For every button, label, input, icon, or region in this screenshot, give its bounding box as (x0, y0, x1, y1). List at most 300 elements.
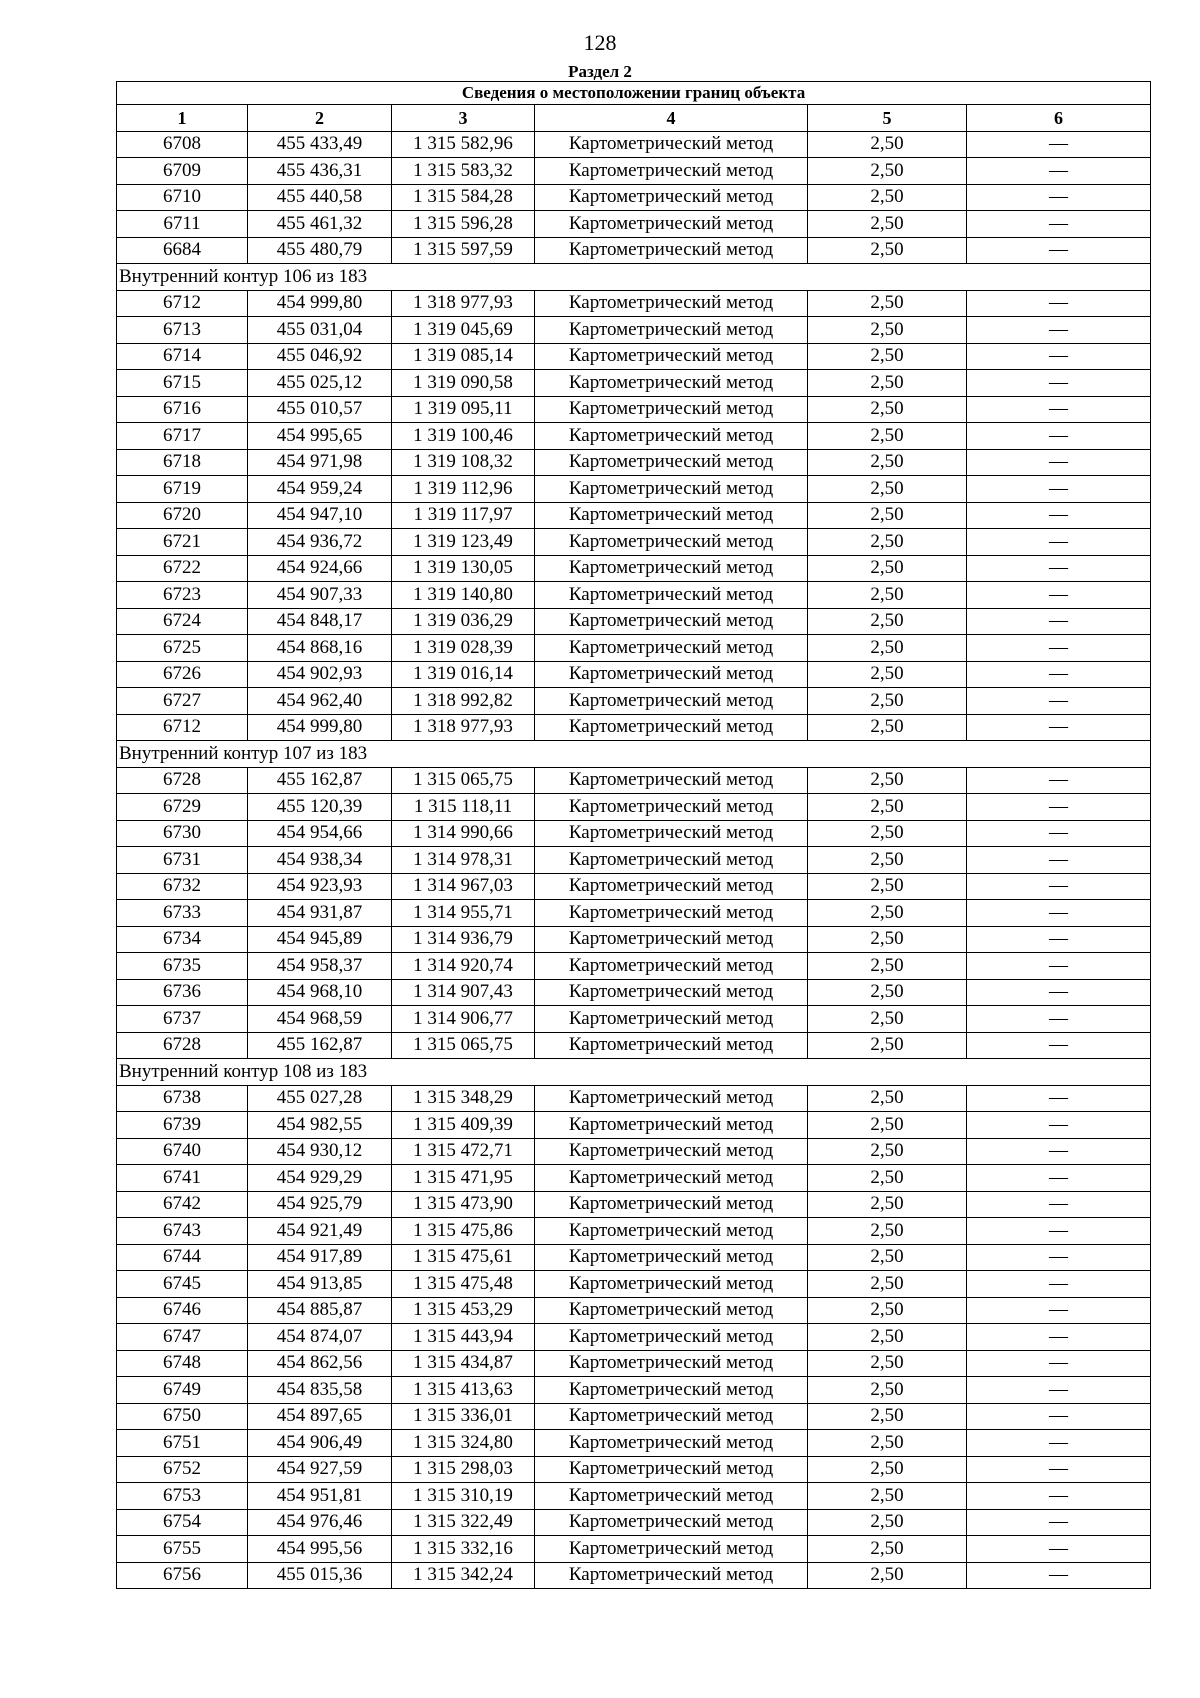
coord-x-cell: 454 962,40 (248, 688, 392, 715)
accuracy-cell: 2,50 (808, 926, 967, 953)
table-row (117, 847, 1151, 874)
accuracy-cell: 2,50 (808, 688, 967, 715)
point-number-cell: 6729 (117, 794, 248, 821)
accuracy-cell: 2,50 (808, 794, 967, 821)
accuracy-cell: 2,50 (808, 1536, 967, 1563)
coord-y-cell: 1 314 955,71 (392, 900, 535, 927)
point-number-cell: 6710 (117, 184, 248, 211)
point-number-cell: 6720 (117, 502, 248, 529)
coord-x-cell: 454 902,93 (248, 661, 392, 688)
accuracy-cell: 2,50 (808, 343, 967, 370)
coord-x-cell: 455 120,39 (248, 794, 392, 821)
accuracy-cell: 2,50 (808, 1297, 967, 1324)
coord-x-cell: 454 874,07 (248, 1324, 392, 1351)
column-header-2: 2 (248, 105, 392, 132)
contour-row (117, 1059, 1151, 1086)
table-row (117, 1006, 1151, 1033)
point-number-cell: 6755 (117, 1536, 248, 1563)
table-row (117, 529, 1151, 556)
coord-y-cell: 1 319 140,80 (392, 582, 535, 609)
description-cell: — (967, 1165, 1151, 1192)
point-number-cell: 6735 (117, 953, 248, 980)
coord-y-cell: 1 319 036,29 (392, 608, 535, 635)
accuracy-cell: 2,50 (808, 317, 967, 344)
point-number-cell: 6722 (117, 555, 248, 582)
table-row (117, 794, 1151, 821)
column-header-5: 5 (808, 105, 967, 132)
point-number-cell: 6739 (117, 1112, 248, 1139)
point-number-cell: 6728 (117, 767, 248, 794)
description-cell: — (967, 237, 1151, 264)
coord-y-cell: 1 315 453,29 (392, 1297, 535, 1324)
method-cell: Картометрический метод (535, 476, 808, 503)
accuracy-cell: 2,50 (808, 555, 967, 582)
point-number-cell: 6711 (117, 211, 248, 238)
method-cell: Картометрический метод (535, 1377, 808, 1404)
description-cell: — (967, 449, 1151, 476)
coord-x-cell: 455 025,12 (248, 370, 392, 397)
coord-x-cell: 454 868,16 (248, 635, 392, 662)
table-row (117, 635, 1151, 662)
coord-x-cell: 454 968,10 (248, 979, 392, 1006)
table-row (117, 1324, 1151, 1351)
table-row (117, 370, 1151, 397)
coord-y-cell: 1 315 065,75 (392, 1032, 535, 1059)
table-row (117, 820, 1151, 847)
description-cell: — (967, 476, 1151, 503)
method-cell: Картометрический метод (535, 1244, 808, 1271)
coord-x-cell: 454 938,34 (248, 847, 392, 874)
method-cell: Картометрический метод (535, 1350, 808, 1377)
column-header-1: 1 (117, 105, 248, 132)
point-number-cell: 6717 (117, 423, 248, 450)
description-cell: — (967, 635, 1151, 662)
method-cell: Картометрический метод (535, 131, 808, 158)
column-header-row (117, 105, 1151, 132)
coord-x-cell: 454 907,33 (248, 582, 392, 609)
method-cell: Картометрический метод (535, 449, 808, 476)
coord-x-cell: 455 436,31 (248, 158, 392, 185)
accuracy-cell: 2,50 (808, 661, 967, 688)
coord-y-cell: 1 315 475,48 (392, 1271, 535, 1298)
coord-y-cell: 1 315 582,96 (392, 131, 535, 158)
coord-x-cell: 454 917,89 (248, 1244, 392, 1271)
table-row (117, 396, 1151, 423)
description-cell: — (967, 131, 1151, 158)
description-cell: — (967, 370, 1151, 397)
point-number-cell: 6744 (117, 1244, 248, 1271)
method-cell: Картометрический метод (535, 502, 808, 529)
coord-y-cell: 1 315 583,32 (392, 158, 535, 185)
coord-y-cell: 1 315 597,59 (392, 237, 535, 264)
description-cell: — (967, 184, 1151, 211)
description-cell: — (967, 158, 1151, 185)
accuracy-cell: 2,50 (808, 1112, 967, 1139)
method-cell: Картометрический метод (535, 423, 808, 450)
point-number-cell: 6721 (117, 529, 248, 556)
point-number-cell: 6731 (117, 847, 248, 874)
coord-y-cell: 1 319 090,58 (392, 370, 535, 397)
description-cell: — (967, 794, 1151, 821)
accuracy-cell: 2,50 (808, 953, 967, 980)
table-header (117, 82, 1151, 132)
coord-x-cell: 454 995,56 (248, 1536, 392, 1563)
method-cell: Картометрический метод (535, 582, 808, 609)
description-cell: — (967, 1350, 1151, 1377)
coord-y-cell: 1 315 471,95 (392, 1165, 535, 1192)
point-number-cell: 6709 (117, 158, 248, 185)
method-cell: Картометрический метод (535, 767, 808, 794)
coord-y-cell: 1 315 118,11 (392, 794, 535, 821)
coord-y-cell: 1 318 977,93 (392, 290, 535, 317)
coord-x-cell: 454 925,79 (248, 1191, 392, 1218)
coord-x-cell: 454 999,80 (248, 290, 392, 317)
description-cell: — (967, 290, 1151, 317)
accuracy-cell: 2,50 (808, 449, 967, 476)
description-cell: — (967, 1324, 1151, 1351)
description-cell: — (967, 1032, 1151, 1059)
contour-label: Внутренний контур 107 из 183 (117, 741, 1151, 768)
point-number-cell: 6724 (117, 608, 248, 635)
method-cell: Картометрический метод (535, 794, 808, 821)
accuracy-cell: 2,50 (808, 476, 967, 503)
accuracy-cell: 2,50 (808, 1403, 967, 1430)
description-cell: — (967, 1483, 1151, 1510)
coord-x-cell: 454 931,87 (248, 900, 392, 927)
description-cell: — (967, 1562, 1151, 1589)
point-number-cell: 6712 (117, 290, 248, 317)
table-row (117, 237, 1151, 264)
table-row (117, 688, 1151, 715)
method-cell: Картометрический метод (535, 1562, 808, 1589)
description-cell: — (967, 767, 1151, 794)
point-number-cell: 6752 (117, 1456, 248, 1483)
method-cell: Картометрический метод (535, 317, 808, 344)
method-cell: Картометрический метод (535, 158, 808, 185)
table-row (117, 502, 1151, 529)
coord-y-cell: 1 315 332,16 (392, 1536, 535, 1563)
table-row (117, 131, 1151, 158)
point-number-cell: 6756 (117, 1562, 248, 1589)
description-cell: — (967, 343, 1151, 370)
accuracy-cell: 2,50 (808, 1456, 967, 1483)
coord-y-cell: 1 319 045,69 (392, 317, 535, 344)
coord-y-cell: 1 315 065,75 (392, 767, 535, 794)
coord-x-cell: 454 971,98 (248, 449, 392, 476)
point-number-cell: 6723 (117, 582, 248, 609)
method-cell: Картометрический метод (535, 1218, 808, 1245)
description-cell: — (967, 1271, 1151, 1298)
accuracy-cell: 2,50 (808, 184, 967, 211)
accuracy-cell: 2,50 (808, 1377, 967, 1404)
description-cell: — (967, 211, 1151, 238)
method-cell: Картометрический метод (535, 1509, 808, 1536)
table-row (117, 582, 1151, 609)
coord-y-cell: 1 315 584,28 (392, 184, 535, 211)
point-number-cell: 6742 (117, 1191, 248, 1218)
coord-y-cell: 1 314 906,77 (392, 1006, 535, 1033)
table-row (117, 1032, 1151, 1059)
coord-y-cell: 1 315 342,24 (392, 1562, 535, 1589)
point-number-cell: 6740 (117, 1138, 248, 1165)
accuracy-cell: 2,50 (808, 1165, 967, 1192)
accuracy-cell: 2,50 (808, 1271, 967, 1298)
accuracy-cell: 2,50 (808, 1032, 967, 1059)
method-cell: Картометрический метод (535, 1006, 808, 1033)
coord-x-cell: 454 930,12 (248, 1138, 392, 1165)
point-number-cell: 6736 (117, 979, 248, 1006)
accuracy-cell: 2,50 (808, 1430, 967, 1457)
table-row (117, 1430, 1151, 1457)
description-cell: — (967, 555, 1151, 582)
coord-x-cell: 454 999,80 (248, 714, 392, 741)
method-cell: Картометрический метод (535, 688, 808, 715)
method-cell: Картометрический метод (535, 714, 808, 741)
table-row (117, 184, 1151, 211)
description-cell: — (967, 502, 1151, 529)
method-cell: Картометрический метод (535, 873, 808, 900)
accuracy-cell: 2,50 (808, 1138, 967, 1165)
accuracy-cell: 2,50 (808, 131, 967, 158)
point-number-cell: 6751 (117, 1430, 248, 1457)
coord-x-cell: 454 924,66 (248, 555, 392, 582)
description-cell: — (967, 529, 1151, 556)
coord-y-cell: 1 314 967,03 (392, 873, 535, 900)
table-row (117, 1244, 1151, 1271)
method-cell: Картометрический метод (535, 1456, 808, 1483)
description-cell: — (967, 1456, 1151, 1483)
table-row (117, 714, 1151, 741)
accuracy-cell: 2,50 (808, 1562, 967, 1589)
description-cell: — (967, 1430, 1151, 1457)
description-cell: — (967, 873, 1151, 900)
accuracy-cell: 2,50 (808, 1483, 967, 1510)
point-number-cell: 6746 (117, 1297, 248, 1324)
table-row (117, 979, 1151, 1006)
method-cell: Картометрический метод (535, 1191, 808, 1218)
column-header-3: 3 (392, 105, 535, 132)
description-cell: — (967, 661, 1151, 688)
method-cell: Картометрический метод (535, 343, 808, 370)
coord-y-cell: 1 319 028,39 (392, 635, 535, 662)
coord-x-cell: 455 162,87 (248, 1032, 392, 1059)
coord-y-cell: 1 319 085,14 (392, 343, 535, 370)
coord-y-cell: 1 315 324,80 (392, 1430, 535, 1457)
table-title: Сведения о местоположении границ объекта (117, 82, 1151, 105)
point-number-cell: 6715 (117, 370, 248, 397)
method-cell: Картометрический метод (535, 900, 808, 927)
description-cell: — (967, 1403, 1151, 1430)
point-number-cell: 6712 (117, 714, 248, 741)
accuracy-cell: 2,50 (808, 1191, 967, 1218)
description-cell: — (967, 1006, 1151, 1033)
description-cell: — (967, 688, 1151, 715)
coord-x-cell: 454 906,49 (248, 1430, 392, 1457)
coord-y-cell: 1 315 336,01 (392, 1403, 535, 1430)
method-cell: Картометрический метод (535, 529, 808, 556)
coord-y-cell: 1 319 095,11 (392, 396, 535, 423)
method-cell: Картометрический метод (535, 926, 808, 953)
method-cell: Картометрический метод (535, 608, 808, 635)
description-cell: — (967, 1244, 1151, 1271)
point-number-cell: 6749 (117, 1377, 248, 1404)
coord-y-cell: 1 315 443,94 (392, 1324, 535, 1351)
coord-x-cell: 454 936,72 (248, 529, 392, 556)
description-cell: — (967, 1085, 1151, 1112)
method-cell: Картометрический метод (535, 635, 808, 662)
description-cell: — (967, 820, 1151, 847)
method-cell: Картометрический метод (535, 184, 808, 211)
accuracy-cell: 2,50 (808, 820, 967, 847)
coord-y-cell: 1 314 936,79 (392, 926, 535, 953)
coord-y-cell: 1 319 130,05 (392, 555, 535, 582)
method-cell: Картометрический метод (535, 211, 808, 238)
point-number-cell: 6734 (117, 926, 248, 953)
coord-x-cell: 454 959,24 (248, 476, 392, 503)
method-cell: Картометрический метод (535, 1032, 808, 1059)
coord-y-cell: 1 319 016,14 (392, 661, 535, 688)
method-cell: Картометрический метод (535, 237, 808, 264)
contour-row (117, 741, 1151, 768)
accuracy-cell: 2,50 (808, 211, 967, 238)
table-row (117, 1297, 1151, 1324)
accuracy-cell: 2,50 (808, 1218, 967, 1245)
point-number-cell: 6738 (117, 1085, 248, 1112)
table-row (117, 1271, 1151, 1298)
description-cell: — (967, 1112, 1151, 1139)
coord-y-cell: 1 315 473,90 (392, 1191, 535, 1218)
point-number-cell: 6713 (117, 317, 248, 344)
accuracy-cell: 2,50 (808, 582, 967, 609)
point-number-cell: 6727 (117, 688, 248, 715)
point-number-cell: 6733 (117, 900, 248, 927)
accuracy-cell: 2,50 (808, 979, 967, 1006)
method-cell: Картометрический метод (535, 555, 808, 582)
description-cell: — (967, 1138, 1151, 1165)
coord-x-cell: 454 976,46 (248, 1509, 392, 1536)
point-number-cell: 6725 (117, 635, 248, 662)
description-cell: — (967, 1218, 1151, 1245)
coord-y-cell: 1 315 434,87 (392, 1350, 535, 1377)
table-row (117, 953, 1151, 980)
table-row (117, 423, 1151, 450)
method-cell: Картометрический метод (535, 1271, 808, 1298)
table-row (117, 290, 1151, 317)
point-number-cell: 6741 (117, 1165, 248, 1192)
coord-x-cell: 454 835,58 (248, 1377, 392, 1404)
description-cell: — (967, 1377, 1151, 1404)
method-cell: Картометрический метод (535, 1324, 808, 1351)
coord-y-cell: 1 319 112,96 (392, 476, 535, 503)
table-row (117, 211, 1151, 238)
contour-label: Внутренний контур 106 из 183 (117, 264, 1151, 291)
coord-x-cell: 455 015,36 (248, 1562, 392, 1589)
accuracy-cell: 2,50 (808, 1085, 967, 1112)
description-cell: — (967, 582, 1151, 609)
method-cell: Картометрический метод (535, 1085, 808, 1112)
coord-x-cell: 455 010,57 (248, 396, 392, 423)
point-number-cell: 6753 (117, 1483, 248, 1510)
table-row (117, 1377, 1151, 1404)
point-number-cell: 6728 (117, 1032, 248, 1059)
method-cell: Картометрический метод (535, 1483, 808, 1510)
method-cell: Картометрический метод (535, 1536, 808, 1563)
method-cell: Картометрический метод (535, 1403, 808, 1430)
coord-x-cell: 454 897,65 (248, 1403, 392, 1430)
coord-x-cell: 454 923,93 (248, 873, 392, 900)
table-row (117, 1483, 1151, 1510)
point-number-cell: 6737 (117, 1006, 248, 1033)
accuracy-cell: 2,50 (808, 608, 967, 635)
point-number-cell: 6726 (117, 661, 248, 688)
accuracy-cell: 2,50 (808, 529, 967, 556)
point-number-cell: 6718 (117, 449, 248, 476)
accuracy-cell: 2,50 (808, 290, 967, 317)
method-cell: Картометрический метод (535, 661, 808, 688)
method-cell: Картометрический метод (535, 847, 808, 874)
table-row (117, 343, 1151, 370)
method-cell: Картометрический метод (535, 396, 808, 423)
table-row (117, 449, 1151, 476)
table-row (117, 1403, 1151, 1430)
point-number-cell: 6719 (117, 476, 248, 503)
accuracy-cell: 2,50 (808, 767, 967, 794)
table-row (117, 1165, 1151, 1192)
coord-y-cell: 1 319 117,97 (392, 502, 535, 529)
coord-y-cell: 1 314 978,31 (392, 847, 535, 874)
description-cell: — (967, 396, 1151, 423)
method-cell: Картометрический метод (535, 1138, 808, 1165)
contour-row (117, 264, 1151, 291)
table-row (117, 555, 1151, 582)
table-row (117, 608, 1151, 635)
coord-x-cell: 455 162,87 (248, 767, 392, 794)
accuracy-cell: 2,50 (808, 1350, 967, 1377)
method-cell: Картометрический метод (535, 979, 808, 1006)
coord-x-cell: 454 921,49 (248, 1218, 392, 1245)
coord-y-cell: 1 315 472,71 (392, 1138, 535, 1165)
coord-y-cell: 1 314 990,66 (392, 820, 535, 847)
method-cell: Картометрический метод (535, 1165, 808, 1192)
coord-y-cell: 1 315 413,63 (392, 1377, 535, 1404)
description-cell: — (967, 423, 1151, 450)
coord-x-cell: 454 947,10 (248, 502, 392, 529)
coord-y-cell: 1 319 100,46 (392, 423, 535, 450)
method-cell: Картометрический метод (535, 1297, 808, 1324)
description-cell: — (967, 608, 1151, 635)
coord-x-cell: 454 862,56 (248, 1350, 392, 1377)
table-row (117, 1112, 1151, 1139)
point-number-cell: 6684 (117, 237, 248, 264)
method-cell: Картометрический метод (535, 290, 808, 317)
table-row (117, 1509, 1151, 1536)
coord-y-cell: 1 318 992,82 (392, 688, 535, 715)
coord-y-cell: 1 315 348,29 (392, 1085, 535, 1112)
accuracy-cell: 2,50 (808, 396, 967, 423)
accuracy-cell: 2,50 (808, 423, 967, 450)
method-cell: Картометрический метод (535, 370, 808, 397)
coord-x-cell: 454 929,29 (248, 1165, 392, 1192)
point-number-cell: 6730 (117, 820, 248, 847)
coord-y-cell: 1 314 907,43 (392, 979, 535, 1006)
description-cell: — (967, 953, 1151, 980)
table-row (117, 1138, 1151, 1165)
coord-x-cell: 454 954,66 (248, 820, 392, 847)
coord-y-cell: 1 315 322,49 (392, 1509, 535, 1536)
coord-y-cell: 1 315 475,86 (392, 1218, 535, 1245)
table-body (117, 131, 1151, 1589)
table-row (117, 158, 1151, 185)
